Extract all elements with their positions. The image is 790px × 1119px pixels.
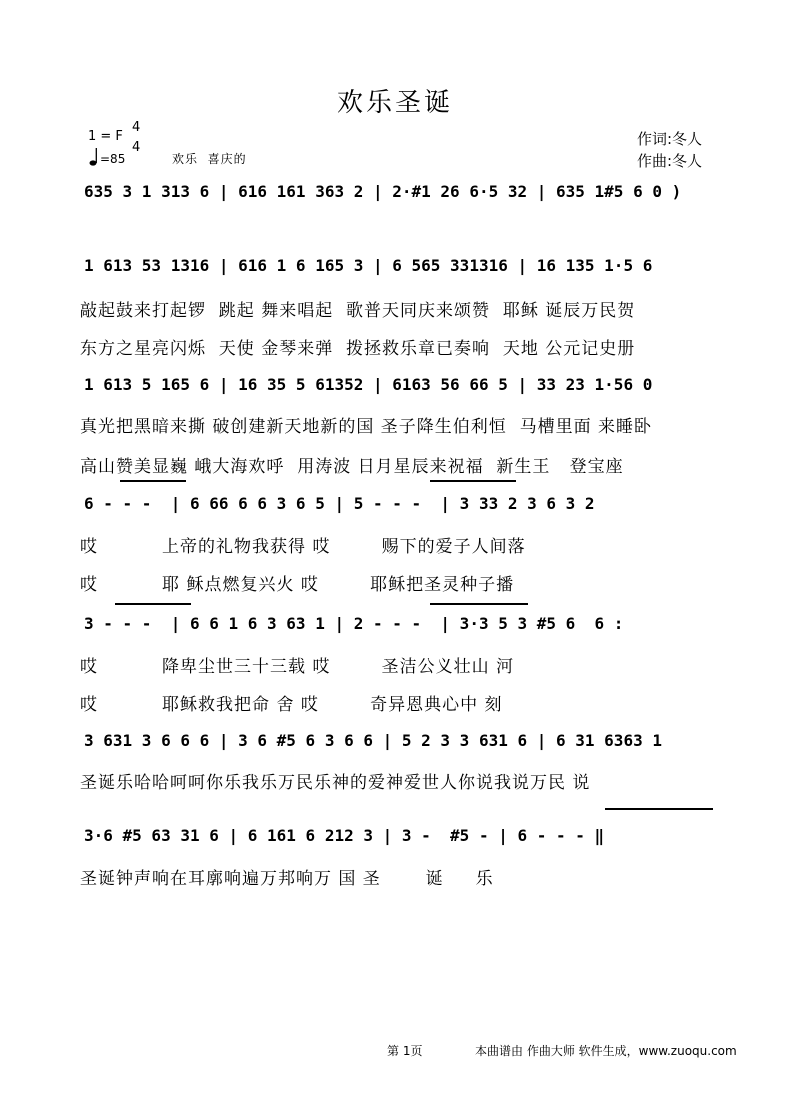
lead-in-lyric: 欢乐 喜庆的 <box>172 152 247 166</box>
tie-line <box>115 603 191 605</box>
score-line-4: 6 - - - | 6 66 6 6 3 6 5 | 5 - - - | 3 33 2 3 6 3 2 <box>84 494 595 513</box>
lyric-line-7: 圣诞钟声响在耳廓响遍万邦响万 国 圣 诞 乐 <box>80 869 494 889</box>
time-signature-bottom: 4 <box>132 140 141 155</box>
lyricist-credit: 作词:冬人 <box>637 130 703 148</box>
page-number: 第 1页 <box>387 1044 423 1058</box>
lyric-line-2-verse-1: 敲起鼓来打起锣 跳起 舞来唱起 歌普天同庆来颂赞 耶稣 诞辰万民贺 <box>80 301 636 321</box>
song-title: 欢乐圣诞 <box>336 88 453 118</box>
key-signature: 1 = F <box>88 129 123 144</box>
lyric-line-3-verse-2: 高山赞美显巍 峨大海欢呼 用涛波 日月星辰来祝福 新生王 登宝座 <box>80 457 624 477</box>
score-line-3: 1 613 5 165 6 | 16 35 5 61352 | 6163 56 66 5 | 33 23 1·56 0 <box>84 375 653 394</box>
tie-line <box>430 603 528 605</box>
lyric-line-5-verse-2: 哎 耶稣救我把命 舍 哎 奇异恩典心中 刻 <box>80 695 503 715</box>
score-line-6: 3 631 3 6 6 6 | 3 6 #5 6 3 6 6 | 5 2 3 3 631 6 | 6 31 6363 1 <box>84 731 662 750</box>
tie-line <box>430 480 516 482</box>
tempo-marking: =85 <box>100 152 126 166</box>
lyric-line-5-verse-1: 哎 降卑尘世三十三载 哎 圣洁公义壮山 河 <box>80 657 515 677</box>
score-line-2: 1 613 53 1316 | 616 1 6 165 3 | 6 565 331316 | 16 135 1·5 6 <box>84 256 653 275</box>
lyric-line-2-verse-2: 东方之星亮闪烁 天使 金琴来弹 拨拯救乐章已奏响 天地 公元记史册 <box>80 339 636 359</box>
lyric-line-4-verse-1: 哎 上帝的礼物我获得 哎 赐下的爱子人间落 <box>80 537 526 557</box>
lyric-line-6: 圣诞乐哈哈呵呵你乐我乐万民乐神的爱神爱世人你说我说万民 说 <box>80 773 591 793</box>
generator-credit: 本曲谱由 作曲大师 软件生成，www.zuoqu.com <box>475 1044 737 1058</box>
score-line-5: 3 - - - | 6 6 1 6 3 63 1 | 2 - - - | 3·3 5 3 #5 6 6 : <box>84 614 624 633</box>
lyric-line-4-verse-2: 哎 耶 稣点燃复兴火 哎 耶稣把圣灵种子播 <box>80 575 515 595</box>
time-signature-top: 4 <box>132 120 141 135</box>
tie-line <box>605 808 713 810</box>
composer-credit: 作曲:冬人 <box>637 152 703 170</box>
lyric-line-3-verse-1: 真光把黑暗来撕 破创建新天地新的国 圣子降生伯利恒 马槽里面 来睡卧 <box>80 417 653 437</box>
score-line-7: 3·6 #5 63 31 6 | 6 161 6 212 3 | 3 - #5 - | 6 - - - ‖ <box>84 826 605 845</box>
score-line-1: 635 3 1 313 6 | 616 161 363 2 | 2·#1 26 6·5 32 | 635 1#5 6 0 ) <box>84 182 682 201</box>
tie-line <box>120 480 186 482</box>
